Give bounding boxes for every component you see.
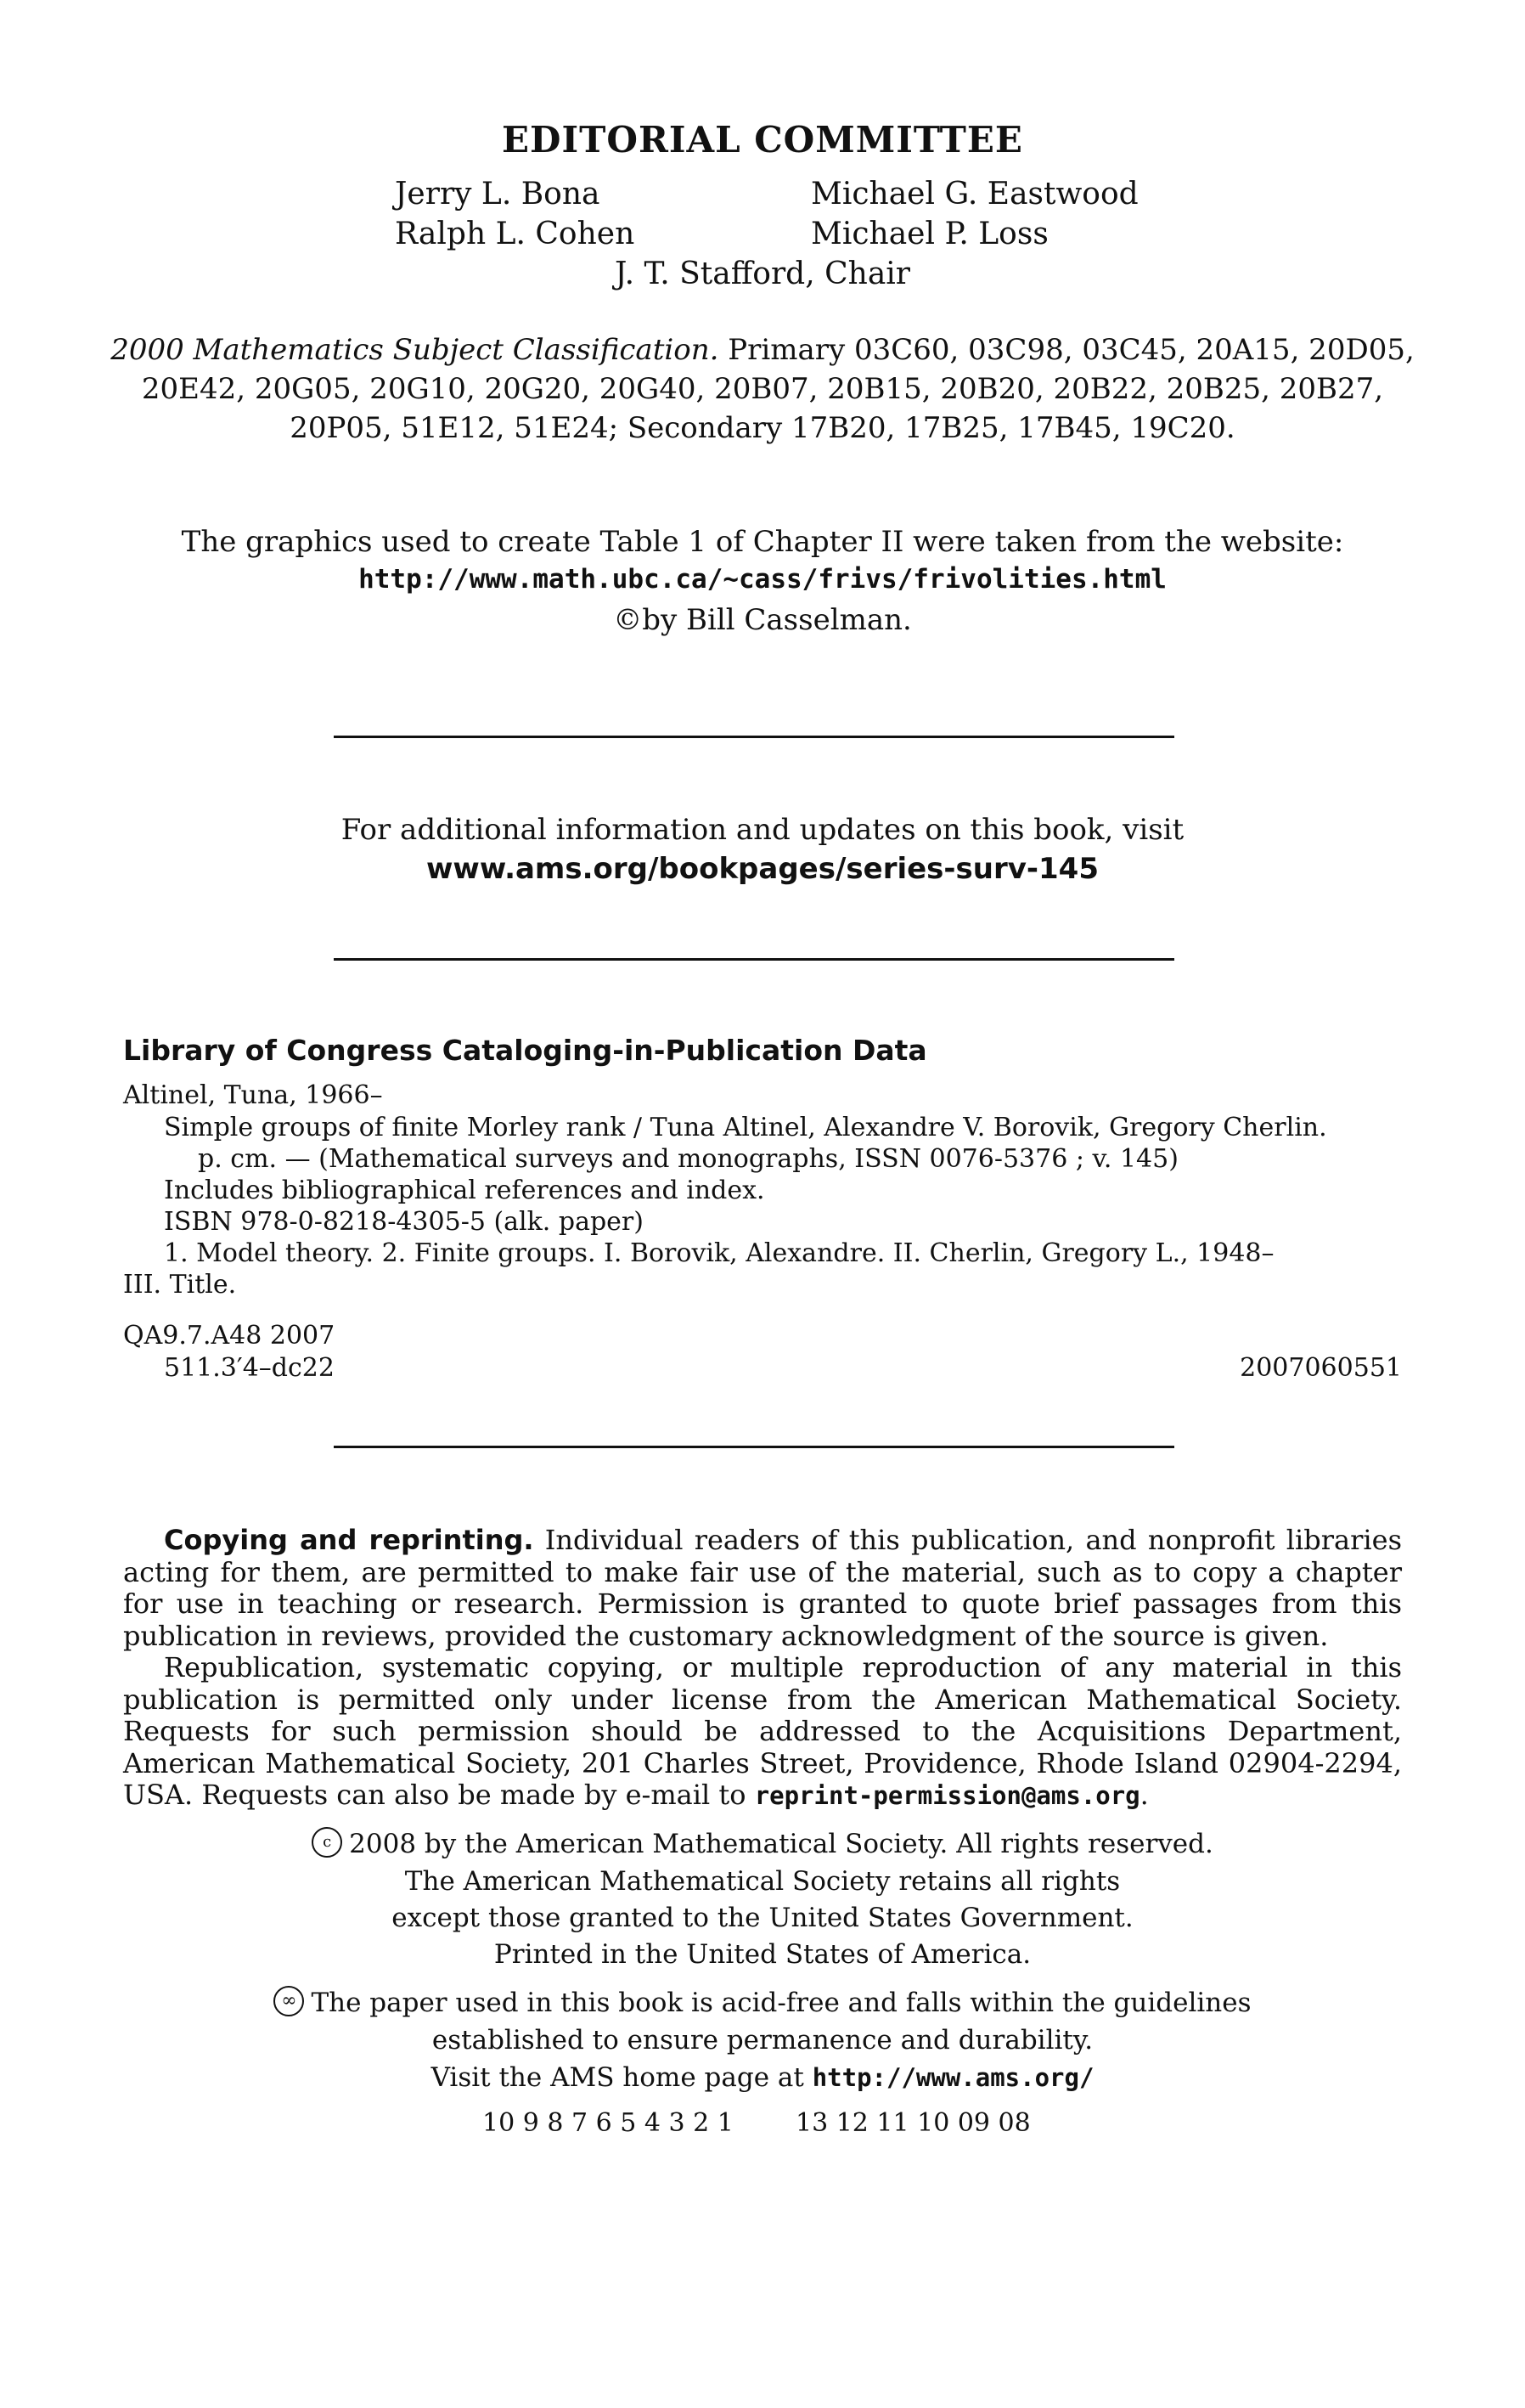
committee-chair: J. T. Stafford, Chair (614, 257, 911, 291)
copying-end: . (1140, 1779, 1149, 1811)
paper-line-2: established to ensure permanence and durability. (431, 2025, 1094, 2056)
graphics-credit-author: ©by Bill Casselman. (613, 603, 912, 637)
cip-line: Includes bibliographical references and index. (164, 1176, 765, 1205)
ams-homepage-url[interactable]: http://www.ams.org/ (812, 2063, 1095, 2092)
classification-label: 2000 Mathematics Subject Classification. (110, 333, 719, 367)
copying-paragraph-1 (123, 1525, 1402, 1652)
divider (334, 736, 1174, 738)
printing-years: 13 12 11 10 09 08 (796, 2108, 1031, 2138)
copying-paragraph-2 (123, 1652, 1402, 1813)
classification-line-1 (0, 333, 1525, 367)
republication-text: Republication, systematic copying, or multiple reproduction of any material in this publication is permitted only under license from the American Mathematical Society. Requests for such permission should be addressed to the Acquisitions Department, American Mathematical Society, 201 Charles Street, Providence, Rhode Island 02904-2294, USA. Requests can also be made by e-mail to (123, 1651, 1402, 1811)
cip-dewey: 511.3′4–dc22 (164, 1353, 335, 1383)
cip-line: Simple groups of finite Morley rank / Tuna Altinel, Alexandre V. Borovik, Gregory Cherlin. (164, 1113, 1327, 1142)
additional-info-text: For additional information and updates on this book, visit (340, 813, 1185, 847)
reprint-email[interactable]: reprint-permission@ams.org (754, 1781, 1140, 1810)
graphics-credit-url[interactable]: http://www.math.ubc.ca/~cass/frivs/frivolities.html (358, 564, 1167, 595)
cip-lccn: 2007060551 (1240, 1353, 1402, 1383)
committee-title: EDITORIAL COMMITTEE (502, 119, 1023, 161)
copyright-line-1 (0, 1829, 1525, 1861)
paper-line-1 (0, 1988, 1525, 2020)
copyright-line-2: The American Mathematical Society retains all rights (404, 1866, 1121, 1897)
classification-line-3: 20P05, 51E12, 51E24; Secondary 17B20, 17B25, 17B45, 19C20. (290, 411, 1235, 445)
acid-free-infinity-icon: ∞ (273, 1986, 304, 2016)
copyright-line-4: Printed in the United States of America. (493, 1939, 1032, 1970)
cip-call-number: QA9.7.A48 2007 (123, 1321, 335, 1351)
ams-homepage-prefix: Visit the AMS home page at (430, 2062, 813, 2093)
paper-line-3 (0, 2062, 1525, 2093)
cip-line: 1. Model theory. 2. Finite groups. I. Borovik, Alexandre. II. Cherlin, Gregory L., 1948– (164, 1238, 1275, 1268)
copying-text: Individual readers of this publication, and nonprofit libraries acting for them, are permitted to make fair use of the material, such as to copy a chapter for use in teaching or research. Permission is granted to quote brief passages from this publication in reviews, provided the customary acknowledgment of the source is given. (123, 1524, 1403, 1652)
classification-primary: Primary 03C60, 03C98, 03C45, 20A15, 20D05, (718, 333, 1415, 367)
divider (334, 958, 1174, 961)
classification-line-2: 20E42, 20G05, 20G10, 20G20, 20G40, 20B07, 20B15, 20B20, 20B22, 20B25, 20B27, (141, 372, 1384, 406)
committee-member: Michael G. Eastwood (811, 177, 1139, 211)
committee-member: Michael P. Loss (811, 217, 1049, 251)
graphics-credit-text: The graphics used to create Table 1 of Chapter II were taken from the website: (181, 525, 1344, 559)
paper-text: The paper used in this book is acid-free and falls within the guidelines (311, 1988, 1252, 2018)
committee-member: Jerry L. Bona (395, 177, 600, 211)
cip-author: Altinel, Tuna, 1966– (123, 1080, 383, 1110)
printing-impression: 10 9 8 7 6 5 4 3 2 1 (482, 2108, 734, 2138)
copyright-line-3: except those granted to the United States Government. (391, 1903, 1134, 1933)
divider (334, 1446, 1174, 1448)
copying-heading: Copying and reprinting. (164, 1524, 534, 1556)
cip-title-line: III. Title. (123, 1270, 237, 1300)
copyright-text: 2008 by the American Mathematical Society. All rights reserved. (349, 1829, 1213, 1859)
cip-line: p. cm. — (Mathematical surveys and monographs, ISSN 0076-5376 ; v. 145) (198, 1144, 1179, 1174)
bookpages-url[interactable]: www.ams.org/bookpages/series-surv-145 (426, 852, 1099, 886)
copyright-icon: c (312, 1827, 342, 1858)
cip-line: ISBN 978-0-8218-4305-5 (alk. paper) (164, 1207, 644, 1237)
cip-heading: Library of Congress Cataloging-in-Publication Data (123, 1034, 927, 1067)
committee-member: Ralph L. Cohen (395, 217, 635, 251)
